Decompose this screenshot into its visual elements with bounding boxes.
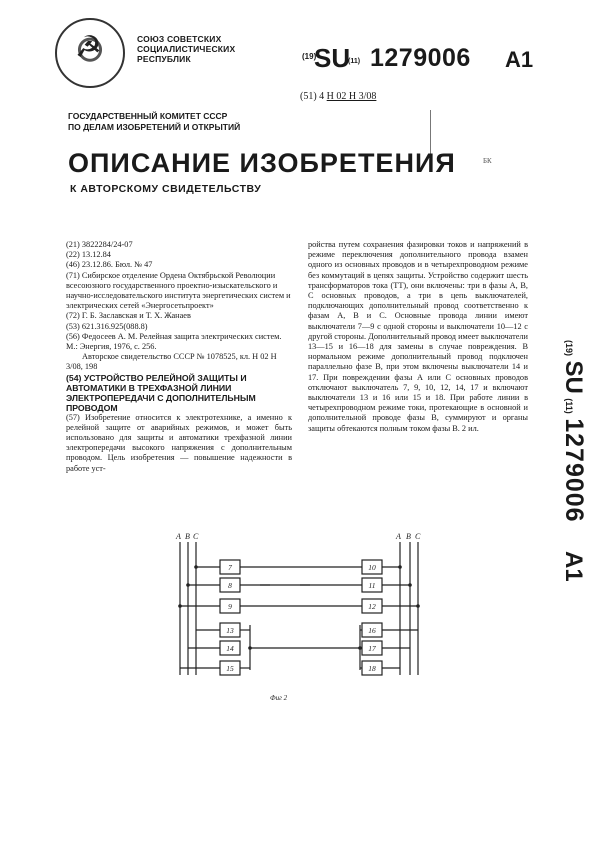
code-19: (19) (302, 52, 317, 61)
field-71: (71) Сибирское отделение Ордена Октябрьской Революции всесоюзного государственного проектно-изыскательского и научно-исследовательского института энергетических систем и электрических сетей «Энергосетьпроект» (66, 270, 291, 311)
field-72: (72) Г. Б. Заславская и Т. Х. Жанаев (66, 311, 191, 321)
org-line: РЕСПУБЛИК (137, 54, 191, 64)
side-number (540, 340, 590, 700)
document-title: ОПИСАНИЕ ИЗОБРЕТЕНИЯ (68, 148, 456, 178)
side-patent-number: 1279006 (560, 418, 588, 523)
org-line: СОЦИАЛИСТИЧЕСКИХ (137, 44, 236, 54)
switch-label: 11 (368, 581, 376, 590)
bus-label-right-a: A (396, 532, 401, 541)
switch-label: 10 (368, 563, 376, 572)
switch-label: 18 (368, 664, 376, 673)
field-53: (53) 621.316.925(088.8) (66, 321, 148, 331)
field-56: (56) Федосеев А. М. Релейная защита электрических систем. М.: Энергия, 1976, с. 256. (66, 331, 282, 352)
ipc-class (300, 91, 376, 102)
field-57-abstract: (57) Изобретение относится к электротехнике, а именно к релейной защите от аварийных режимов, и может быть использовано для защиты и автоматики трехфазной линии электропередачи высокого напряжения с дополнительным проводом. Цель изобретения — повышение надежности в работе уст- (66, 412, 292, 473)
document-subtitle: К АВТОРСКОМУ СВИДЕТЕЛЬСТВУ (70, 183, 262, 195)
org-line: СОЮЗ СОВЕТСКИХ (137, 34, 222, 44)
org-name (137, 34, 235, 64)
stamp-text: БК (483, 157, 492, 165)
switch-label: 15 (226, 664, 234, 673)
switch-label: 8 (228, 581, 232, 590)
committee (68, 111, 240, 133)
code-11: (11) (348, 58, 361, 65)
ipc-value: H 02 H 3/08 (326, 91, 377, 102)
switch-label: 9 (228, 602, 232, 611)
switch-label: 13 (226, 626, 234, 635)
switch-label: 17 (368, 644, 376, 653)
ussr-emblem (55, 18, 125, 88)
bus-label-right-c: C (415, 532, 421, 541)
field-46: (46) 23.12.86. Бюл. № 47 (66, 260, 153, 270)
bus-label-left-a: A (176, 532, 181, 541)
field-22: (22) 13.12.84 (66, 250, 111, 260)
circuit-diagram (160, 530, 450, 710)
abstract-continuation: ройства путем сохранения фазировки токов и напряжений в режиме переключения дополнительного провода взамен одного из основных проводов и в четырехпроводном режиме без коммутаций в цепях защиты. Устройство содержит шесть трансформаторов тока (ТТ), они включены: три в фазы А, В, С основных проводов, а три в цепь выключателей, подключающих дополнительный провод соответственно к фазам А, В и С. Основные провода линии имеют выключатели 7—9 с одной стороны и выключатели 10—12 с другой стороны. Дополнительный провод имеет выключатели 13—15 и 16—18 для замены в случае повреждения. В нормальном режиме дополнительный провод подключен параллельно фазе В, при этом включены выключатели 14 и 17. При повреждении фазы А или С основных проводов отключают выключатель 7, 9, 10, 12, 14, 17 и включают выключатели 13 и 16 или 15 и 18. При работе линии в четырехпроводном режиме токи, протекающие в основной и дополнительной проводе фазы В, суммируют и органы защиты обтекаются полным током фазы В. 2 ил. (308, 240, 528, 433)
committee-line: ПО ДЕЛАМ ИЗОБРЕТЕНИЙ И ОТКРЫТИЙ (68, 122, 241, 132)
committee-line: ГОСУДАРСТВЕННЫЙ КОМИТЕТ СССР (68, 111, 228, 121)
field-21: (21) 3822284/24-07 (66, 240, 133, 249)
ipc-code: (51) 4 (300, 91, 325, 102)
figure-caption: Фиг 2 (270, 694, 288, 702)
patent-number: 1279006 (370, 44, 471, 72)
switch-label: 16 (368, 626, 376, 635)
switch-label: 12 (368, 602, 376, 611)
bus-label-left-b: B (185, 532, 190, 541)
side-country: SU (560, 360, 587, 394)
kind-code: A1 (505, 47, 534, 72)
side-code-19: (19) (564, 340, 574, 357)
side-code-11: (11) (564, 398, 574, 414)
side-kind: A1 (560, 551, 587, 582)
bus-label-right-b: B (406, 532, 411, 541)
switch-label: 7 (228, 563, 232, 572)
bibliographic-column (66, 240, 292, 474)
switch-label: 14 (226, 644, 234, 653)
field-54-title: (54) УСТРОЙСТВО РЕЛЕЙНОЙ ЗАЩИТЫ И АВТОМАТИКИ В ТРЕХФАЗНОЙ ЛИНИИ ЭЛЕКТРОПЕРЕДАЧИ С ДОПОЛНИТЕЛЬНЫМ ПРОВОДОМ (66, 372, 256, 413)
country-code: SU (314, 43, 351, 73)
field-56-cont: Авторское свидетельство СССР № 1078525, кл. H 02 H 3/08, 198 (66, 352, 277, 372)
bus-label-left-c: C (193, 532, 199, 541)
